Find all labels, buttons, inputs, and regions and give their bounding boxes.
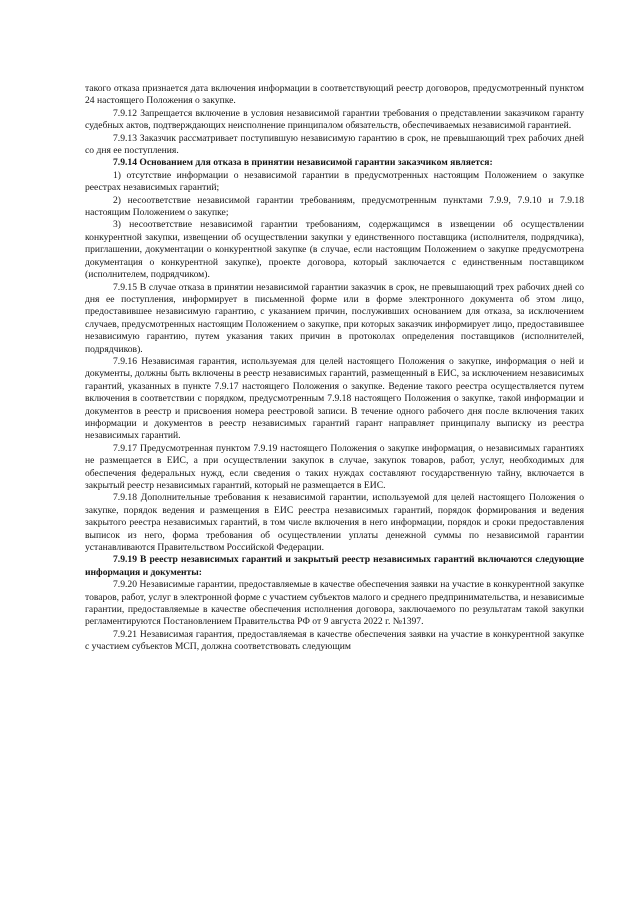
- paragraph-7-9-20: 7.9.20 Независимые гарантии, предоставляемые в качестве обеспечения заявки на участие в конкурентной закупке товаров, работ, услуг в электронной форме с участием субъектов малого и среднего предпринимательства, и независимые гарантии, предоставляемые в качестве обеспечения исполнения договора, заключаемого по результатам такой закупки регламентируются Постановлением Правительства РФ от 9 августа 2022 г. №1397.: [85, 579, 584, 628]
- paragraph-7-9-14-heading: 7.9.14 Основанием для отказа в принятии независимой гарантии заказчиком является:: [113, 157, 493, 169]
- list-item-1: 1) отсутствие информации о независимой гарантии в предусмотренных настоящим Положением о закупке реестрах независимых гарантий;: [85, 169, 584, 194]
- paragraph-7-9-13: 7.9.13 Заказчик рассматривает поступившую независимую гарантию в срок, не превышающий трех рабочих дней со дня ее поступления.: [85, 132, 584, 157]
- paragraph-7-9-19-heading: 7.9.19 В реестр независимых гарантий и закрытый реестр независимых гарантий включаются следующие информация и документы:: [85, 554, 584, 578]
- paragraph-7-9-15: 7.9.15 В случае отказа в принятии независимой гарантии заказчик в срок, не превышающий трех рабочих дней со дня ее поступления, информирует в письменной форме или в форме электронного документа об этом лицо, предоставившее независимую гарантию, с указанием причин, послуживших основанием для отказа, за исключением случаев, предусмотренных настоящим Положением о закупке, при которых заказчик информирует лицо, предоставившее независимую гарантию, путем указания таких причин в протоколах определения поставщиков (исполнителей, подрядчиков).: [85, 281, 584, 355]
- list-item-3: 3) несоответствие независимой гарантии требованиям, содержащимся в извещении об осуществлении конкурентной закупки, извещении об осуществлении закупки у единственного поставщика (исполнителя, подрядчика), приглашении, документации о конкурентной закупке (в случае, если настоящим Положением о закупке предусмотрена документация о конкурентной закупке), проекте договора, который заключается с единственным поставщиком (исполнителем, подрядчиком).: [85, 219, 584, 281]
- paragraph-7-9-21: 7.9.21 Независимая гарантия, предоставляемая в качестве обеспечения заявки на участие в конкурентной закупке с участием субъектов МСП, должна соответствовать следующим: [85, 628, 584, 653]
- list-item-2: 2) несоответствие независимой гарантии требованиям, предусмотренным пунктами 7.9.9, 7.9.10 и 7.9.18 настоящим Положением о закупке;: [85, 194, 584, 219]
- paragraph-continuation: такого отказа признается дата включения информации в соответствующий реестр договоров, предусмотренный пунктом 24 настоящего Положения о закупке.: [85, 83, 584, 107]
- paragraph-7-9-18: 7.9.18 Дополнительные требования к независимой гарантии, используемой для целей настоящего Положения о закупке, порядок ведения и размещения в ЕИС реестра независимых гарантий, порядок формирования и ведения закрытого реестра независимых гарантий, в том числе включения в него информации, порядок и сроки предоставления выписок из него, форма требования об осуществлении уплаты денежной суммы по независимой гарантии устанавливаются Правительством Российской Федерации.: [85, 492, 584, 554]
- paragraph-7-9-17: 7.9.17 Предусмотренная пунктом 7.9.19 настоящего Положения о закупке информация, о независимых гарантиях не размещается в ЕИС, а при осуществлении закупок в случае, закупок товаров, работ, услуг, необходимых для обеспечения федеральных нужд, если сведения о таких нуждах составляют государственную тайну, включается в закрытый реестр независимых гарантий, который не размещается в ЕИС.: [85, 442, 584, 491]
- paragraph-7-9-12: 7.9.12 Запрещается включение в условия независимой гарантии требования о представлении заказчиком гаранту судебных актов, подтверждающих неисполнение принципалом обязательств, обеспечиваемых независимой гарантией.: [85, 107, 584, 132]
- paragraph-7-9-16: 7.9.16 Независимая гарантия, используемая для целей настоящего Положения о закупке, информация о ней и документы, должны быть включены в реестр независимых гарантий, размещенный в ЕИС, за исключением независимых гарантий, указанных в пункте 7.9.17 настоящего Положения о закупке. Ведение такого реестра осуществляется путем включения в соответствии с порядком, предусмотренным 7.9.18 настоящего Положения о закупке, такой информации и документов в реестр и присвоения номера реестровой записи. В течение одного рабочего дня после включения таких информации и документов в реестр независимых гарантий гарант направляет принципалу выписку из реестра независимых гарантий.: [85, 355, 584, 442]
